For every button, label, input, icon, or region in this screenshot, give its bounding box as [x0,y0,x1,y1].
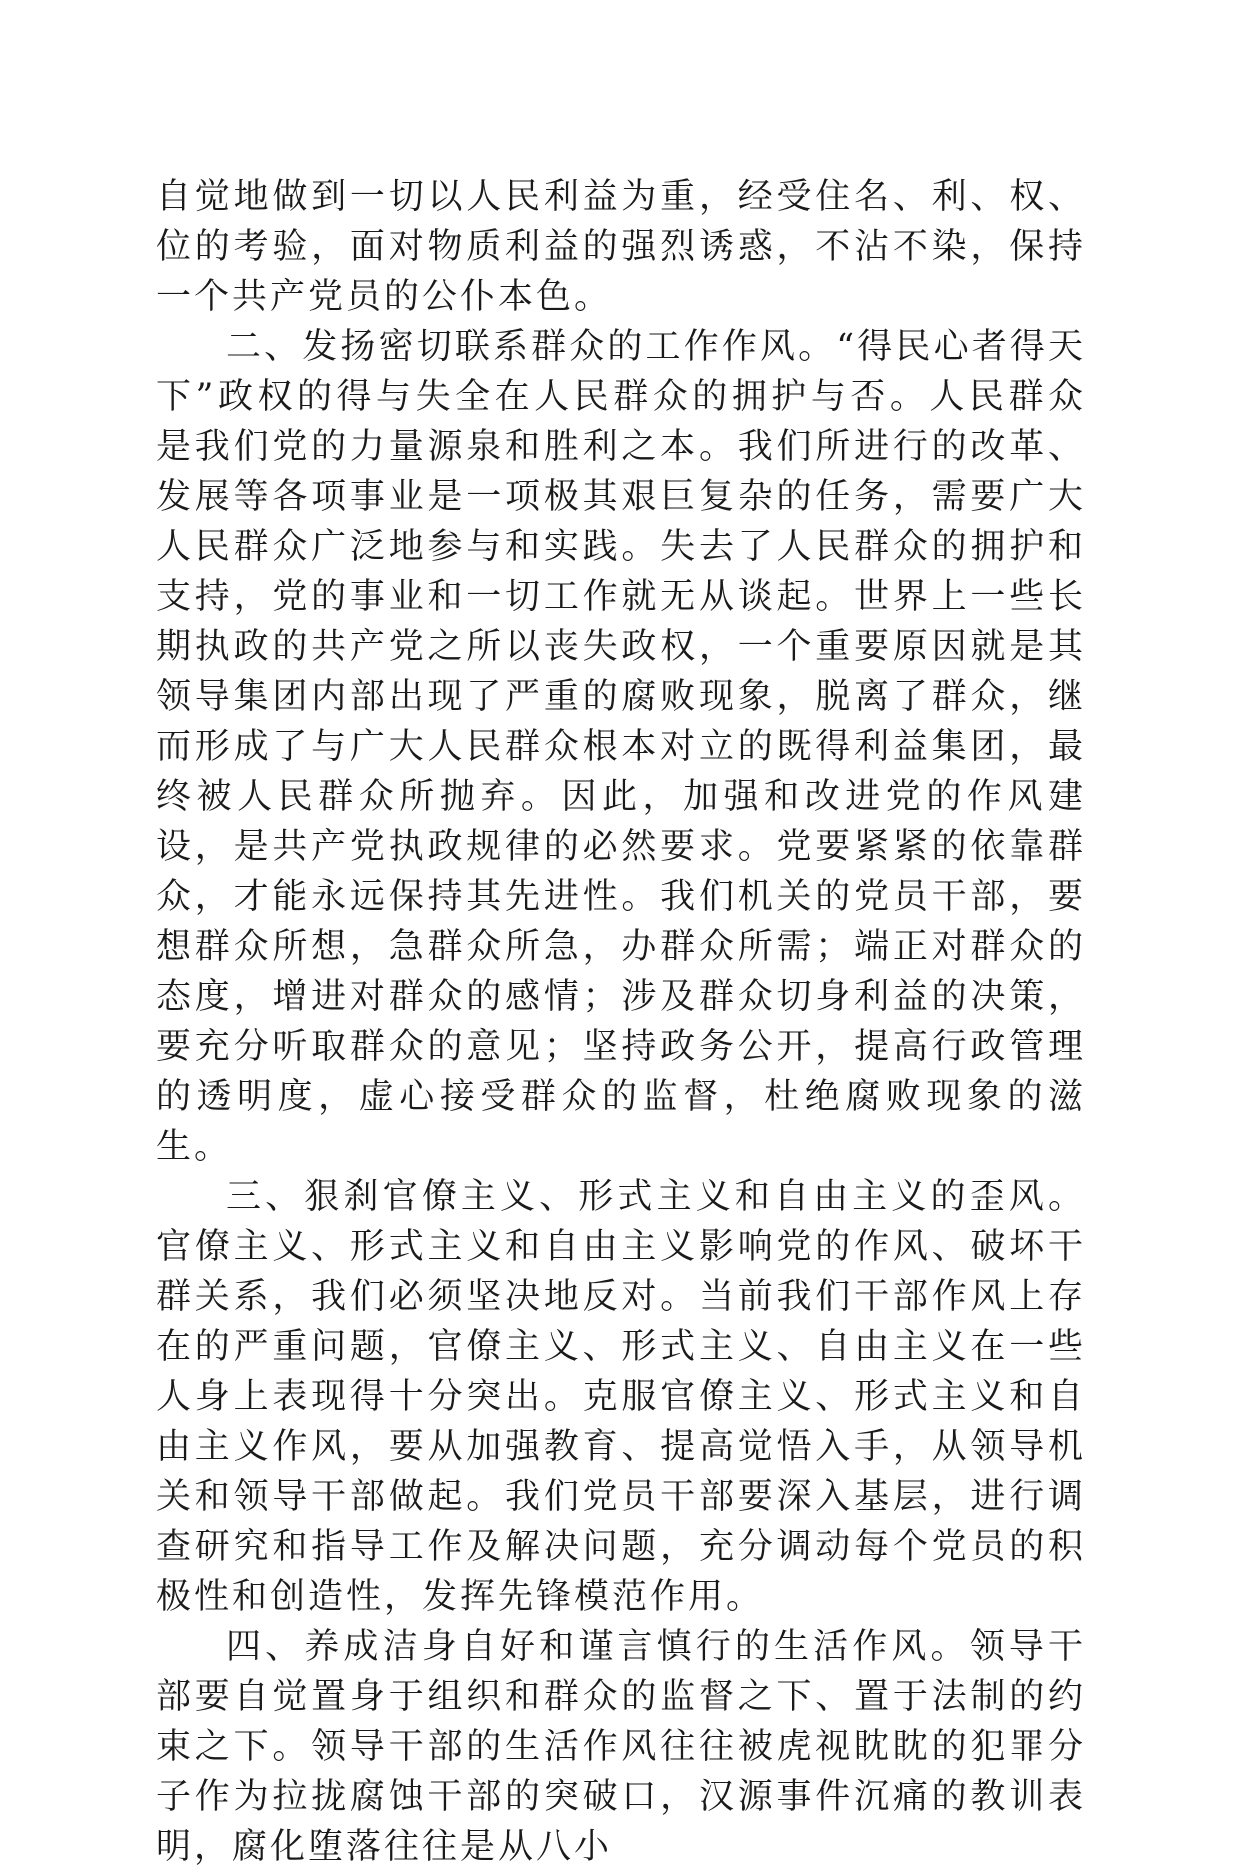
paragraph-section-four: 四、养成洁身自好和谨言慎行的生活作风。领导干部要自觉置身于组织和群众的监督之下、置于法制的约束之下。领导干部的生活作风往往被虎视眈眈的犯罪分子作为拉拢腐蚀干部的突破口，汉源事件沉痛的教训表明，腐化堕落往往是从八小 [156,1627,1086,1867]
document-body [156,172,1086,1872]
paragraph-section-two: 二、发扬密切联系群众的工作作风。“得民心者得天下”政权的得与失全在人民群众的拥护与否。人民群众是我们党的力量源泉和胜利之本。我们所进行的改革、发展等各项事业是一项极其艰巨复杂的任务，需要广大人民群众广泛地参与和实践。失去了人民群众的拥护和支持，党的事业和一切工作就无从谈起。世界上一些长期执政的共产党之所以丧失政权，一个重要原因就是其领导集团内部出现了严重的腐败现象，脱离了群众，继而形成了与广大人民群众根本对立的既得利益集团，最终被人民群众所抛弃。因此，加强和改进党的作风建设，是共产党执政规律的必然要求。党要紧紧的依靠群众，才能永远保持其先进性。我们机关的党员干部，要想群众所想，急群众所急，办群众所需；端正对群众的态度，增进对群众的感情；涉及群众切身利益的决策，要充分听取群众的意见；坚持政务公开，提高行政管理的透明度，虚心接受群众的监督，杜绝腐败现象的滋生。 [156,327,1086,1167]
paragraph-continuation: 自觉地做到一切以人民利益为重，经受住名、利、权、位的考验，面对物质利益的强烈诱惑，不沾不染，保持一个共产党员的公仆本色。 [156,177,1086,317]
paragraph-section-three: 三、狠刹官僚主义、形式主义和自由主义的歪风。官僚主义、形式主义和自由主义影响党的作风、破坏干群关系，我们必须坚决地反对。当前我们干部作风上存在的严重问题，官僚主义、形式主义、自由主义在一些人身上表现得十分突出。克服官僚主义、形式主义和自由主义作风，要从加强教育、提高觉悟入手，从领导机关和领导干部做起。我们党员干部要深入基层，进行调查研究和指导工作及解决问题，充分调动每个党员的积极性和创造性，发挥先锋模范作用。 [156,1177,1086,1617]
